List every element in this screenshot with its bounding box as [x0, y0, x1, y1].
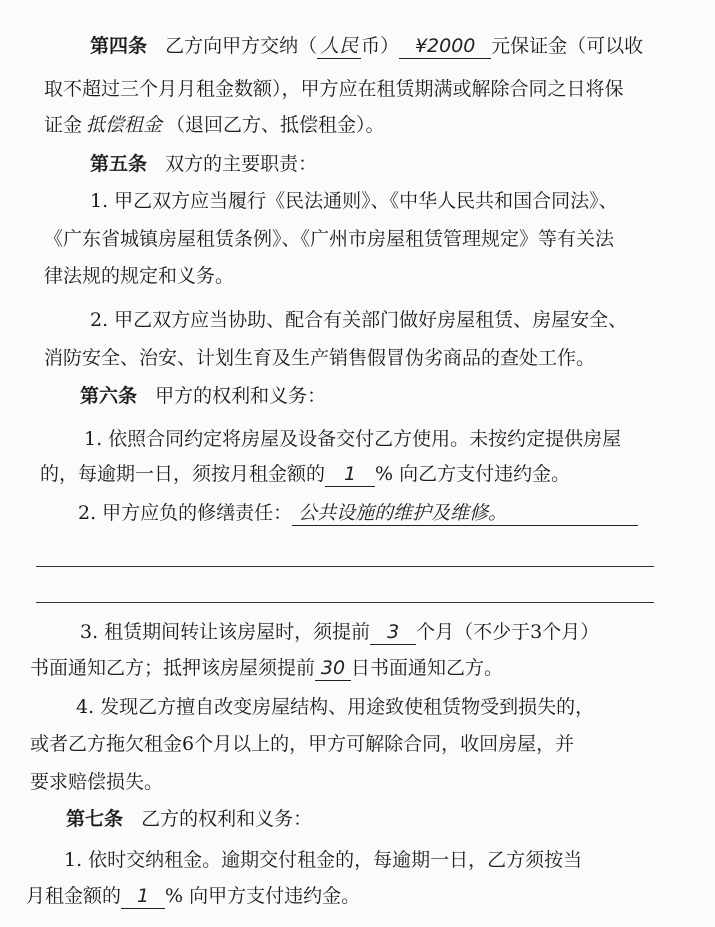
art5-p2-line-1: 2. 甲乙双方应当协助、配合有关部门做好房屋租赁、房屋安全、 [90, 309, 628, 331]
art6-p4-line-1: 4. 发现乙方擅自改变房屋结构、用途致使租赁物受到损失的， [76, 696, 595, 718]
art6-repair-label: 2. 甲方应负的修缮责任： [78, 502, 293, 524]
landlord-penalty-rate-handwritten: 1 [325, 462, 375, 487]
art4-line-2: 取不超过三个月月租金数额），甲方应在租赁期满或解除合同之日将保 [44, 78, 624, 100]
art6-p1-line-2 [40, 462, 570, 487]
art5-heading: 双方的主要职责： [165, 153, 318, 175]
article-4-title: 第四条 [90, 35, 148, 57]
art6-text: 日书面通知乙方。 [351, 657, 504, 679]
art4-line-3 [44, 113, 385, 137]
art5-p1-line-1: 1. 甲乙双方应当履行《民法通则》、《中华人民共和国合同法》、 [90, 190, 618, 212]
art7-text: 月租金额的 [26, 885, 122, 907]
deposit-treatment-handwritten: 抵偿租金 [86, 114, 163, 136]
art6-p4-line-3: 要求赔偿损失。 [30, 771, 164, 793]
art7-p1-line-1: 1. 依时交纳租金。逾期交付租金的，每逾期一日，乙方须按当 [64, 849, 583, 871]
art6-heading-line [80, 384, 326, 408]
art7-p1-line-2 [26, 884, 360, 909]
repair-responsibility-handwritten: 公共设施的维护及维修。 [292, 501, 638, 526]
art7-text: % 向甲方支付违约金。 [165, 885, 361, 907]
currency-handwritten: 人民 [317, 34, 361, 59]
art6-p3-line-1 [80, 620, 599, 645]
transfer-notice-months-handwritten: 3 [370, 620, 416, 645]
article-5-title: 第五条 [90, 153, 148, 175]
art5-p1-line-3: 律法规的规定和义务。 [44, 265, 235, 287]
art6-heading: 甲方的权利和义务： [155, 385, 327, 407]
mortgage-notice-days-handwritten: 30 [315, 656, 351, 681]
art6-text: 3. 租赁期间转让该房屋时，须提前 [80, 621, 371, 643]
art5-p2-line-2: 消防安全、治安、计划生育及生产销售假冒伪劣商品的查处工作。 [44, 347, 596, 369]
art4-text: 乙方向甲方交纳（ [165, 35, 318, 57]
art4-text: （退回乙方、抵偿租金）。 [166, 114, 385, 136]
art6-text: 的，每逾期一日，须按月租金额的 [40, 463, 326, 485]
art7-heading: 乙方的权利和义务： [141, 808, 313, 830]
art5-heading-line [90, 152, 317, 176]
art6-p2-line [78, 501, 638, 526]
art5-p1-line-2: 《广东省城镇房屋租赁条例》、《广州市房屋租赁管理规定》等有关法 [44, 228, 615, 250]
art7-heading-line [66, 807, 312, 831]
art6-text: 书面通知乙方；抵押该房屋须提前 [30, 657, 316, 679]
article-7-title: 第七条 [66, 808, 124, 830]
blank-rule-2 [36, 602, 654, 603]
art4-line-1 [90, 34, 643, 59]
article-6-title: 第六条 [80, 385, 138, 407]
art6-p3-line-2 [30, 656, 503, 681]
art6-text: 个月（不少于3个月） [416, 621, 600, 643]
art6-p1-line-1: 1. 依照合同约定将房屋及设备交付乙方使用。未按约定提供房屋 [84, 428, 622, 450]
art6-text: % 向乙方支付违约金。 [375, 463, 571, 485]
tenant-penalty-rate-handwritten: 1 [121, 884, 165, 909]
deposit-amount-handwritten: ¥2000 [399, 34, 491, 59]
art6-p4-line-2: 或者乙方拖欠租金6个月以上的，甲方可解除合同，收回房屋，并 [30, 733, 575, 755]
art4-text: 元保证金（可以收 [491, 35, 644, 57]
art4-text: 证金 [44, 114, 83, 136]
art4-text: 币） [361, 35, 400, 57]
blank-rule-1 [36, 566, 654, 567]
